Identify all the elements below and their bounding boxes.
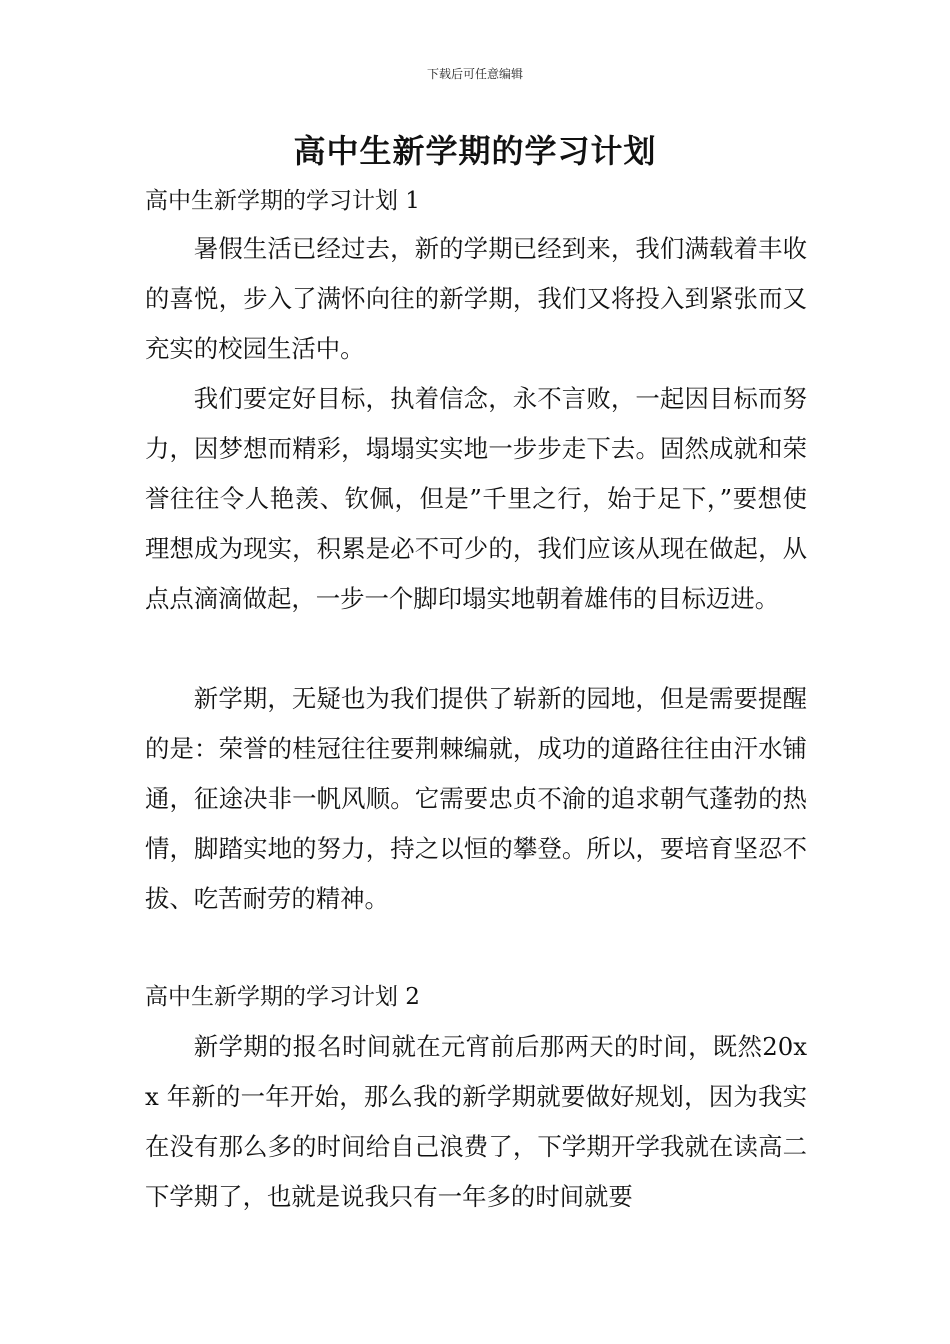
paragraph: 我们要定好目标，执着信念，永不言败，一起因目标而努力，因梦想而精彩，塌塌实实地一步步走下去。固然成就和荣誉往往令人艳羡、钦佩，但是”千里之行，始于足下，”要想使理想成为现实，积累是必不可少的，我们应该从现在做起，从点点滴滴做起，一步一个脚印塌实地朝着雄伟的目标迈进。 — [145, 384, 807, 613]
paragraph: 新学期，无疑也为我们提供了崭新的园地，但是需要提醒的是：荣誉的桂冠往往要荆棘编就，成功的道路往往由汗水铺通，征途决非一帆风顺。它需要忠贞不渝的追求朝气蓬勃的热情，脚踏实地的努力，持之以恒的攀登。所以，要培育坚忍不拔、吃苦耐劳的精神。 — [145, 684, 807, 913]
paragraph: 新学期的报名时间就在元宵前后那两天的时间，既然20xx 年新的一年开始，那么我的新学期就要做好规划，因为我实在没有那么多的时间给自己浪费了，下学期开学我就在读高二下学期了，也就是说我只有一年多的时间就要 — [145, 1032, 807, 1211]
paragraph: 暑假生活已经过去，新的学期已经到来，我们满载着丰收的喜悦，步入了满怀向往的新学期，我们又将投入到紧张而又充实的校园生活中。 — [145, 234, 807, 363]
section-heading-2: 高中生新学期的学习计划 2 — [145, 984, 420, 1010]
document-title: 高中生新学期的学习计划 — [293, 132, 657, 170]
header-note: 下载后可任意编辑 — [426, 67, 523, 81]
section-heading-1: 高中生新学期的学习计划 1 — [145, 188, 420, 214]
